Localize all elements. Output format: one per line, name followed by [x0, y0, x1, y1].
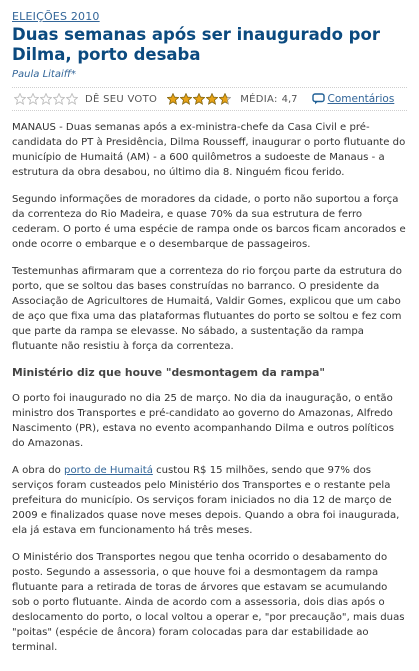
average-star-icon [167, 93, 179, 105]
average-stars [167, 93, 231, 105]
article-paragraph: MANAUS - Duas semanas após a ex-ministra-chefe da Casa Civil e pré-candidata do PT à Presidência, Dilma Rousseff, inaugurar o porto flutuante do município de Humaitá (AM) - a 600 quilômetros a sudoeste de Manaus - a estrutura da obra desabou, no último dia 8. Ninguém ficou ferido. [12, 122, 406, 178]
article-subheading: Ministério diz que houve "desmontagem da rampa" [12, 366, 326, 379]
article-paragraph: O Ministério dos Transportes negou que tenha ocorrido o desabamento do posto. Segundo a assessoria, o que houve foi a desmontagem da rampa flutuante para a retirada de toras de árvores que estavam se acumulando sob o porto flutuante. Ainda de acordo com a assessoria, dois dias após o deslocamento do porto, o local voltou a operar e, "por precaução", mais duas "poitas" (espécie de âncora) foram colocadas para dar estabilidade ao terminal. [12, 552, 405, 653]
vote-star-icon[interactable] [66, 93, 78, 105]
average-star-icon [219, 93, 231, 105]
article-headline: Duas semanas após ser inaugurado por Dilma, porto desaba [12, 25, 380, 64]
average-star-icon [193, 93, 205, 105]
article-paragraph [12, 463, 407, 538]
section-kicker[interactable]: ELEIÇÕES 2010 [12, 10, 100, 23]
article-paragraph: Segundo informações de moradores da cidade, o porto não suportou a força da correnteza do Rio Madeira, e quase 70% da sua estrutura de ferro cederam. O porto é uma espécie de rampa onde os barcos ficam ancorados e onde ocorre o embarque e o desembarque de passageiros. [12, 194, 406, 250]
article-body [12, 120, 407, 655]
paragraph-text: A obra do [12, 465, 65, 476]
comments-link[interactable]: Comentários [327, 93, 395, 105]
average-star-icon [206, 93, 218, 105]
vote-star-icon[interactable] [27, 93, 39, 105]
paragraph-text: custou R$ 15 milhões, sendo que 97% dos serviços foram custeados pelo Ministério dos Transportes e o restante pela prefeitura do município. Os serviços foram iniciados no dia 12 de março de 2009 e finalizados quase nove meses depois. Quando a obra foi inaugurada, ela já estava em funcionamento há três meses. [12, 465, 400, 536]
rating-bar [12, 87, 407, 111]
comment-bubble-icon[interactable] [312, 93, 325, 105]
vote-stars[interactable] [14, 93, 78, 105]
article-paragraph: O porto foi inaugurado no dia 25 de março. No dia da inauguração, o então ministro dos Transportes e pré-candidato ao governo do Amazonas, Alfredo Nascimento (PR), estava no evento acompanhando Dilma e outros políticos do Amazonas. [12, 393, 394, 449]
comments-link-group[interactable] [312, 93, 395, 105]
average-star-icon [180, 93, 192, 105]
article-paragraph: Testemunhas afirmaram que a correnteza do rio forçou parte da estrutura do porto, que se soltou das bases construídas no barranco. O presidente da Associação de Agricultores de Humaitá, Valdir Gomes, explicou que um cabo de aço que fixa uma das plataformas flutuantes do porto se soltou e fez com que parte da rampa se elevasse. No sábado, a sustentação da rampa flutuante não resistiu à força da correnteza. [12, 266, 402, 352]
vote-star-icon[interactable] [53, 93, 65, 105]
vote-label: DÊ SEU VOTO [85, 93, 158, 105]
vote-star-icon[interactable] [14, 93, 26, 105]
average-value: 4,7 [281, 93, 298, 105]
average-label: MÉDIA: [240, 93, 278, 105]
vote-star-icon[interactable] [40, 93, 52, 105]
porto-humaita-link[interactable]: porto de Humaitá [64, 465, 153, 476]
author-byline[interactable]: Paula Litaiff* [12, 69, 76, 80]
